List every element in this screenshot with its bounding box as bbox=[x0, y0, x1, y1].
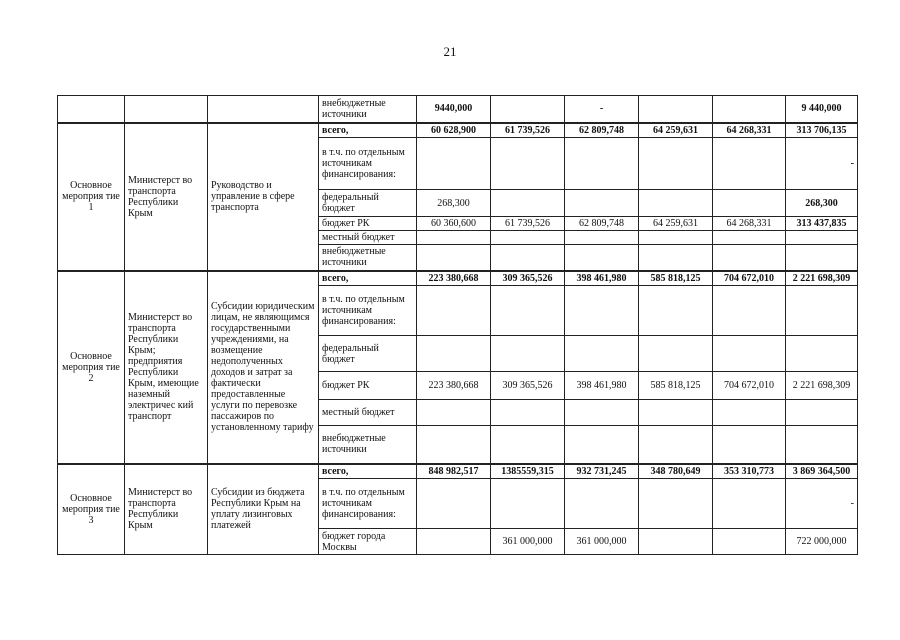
total-cell: 722 000,000 bbox=[786, 529, 858, 555]
value-cell: 62 809,748 bbox=[565, 217, 639, 231]
executor-cell: Министерст во транспорта Республики Крым bbox=[125, 464, 208, 555]
value-cell bbox=[491, 96, 565, 123]
value-cell: 361 000,000 bbox=[491, 529, 565, 555]
source-cell: местный бюджет bbox=[319, 231, 417, 245]
value-cell: 398 461,980 bbox=[565, 372, 639, 400]
table-row bbox=[58, 96, 858, 123]
executor-cell: Министерст во транспорта Республики Крым; предприятия Республики Крым, имеющие наземный электричес кий транспорт bbox=[125, 271, 208, 464]
value-cell: 704 672,010 bbox=[713, 271, 786, 286]
total-cell: 313 706,135 bbox=[786, 123, 858, 138]
total-cell: - bbox=[786, 138, 858, 190]
value-cell: 348 780,649 bbox=[639, 464, 713, 479]
value-cell: 61 739,526 bbox=[491, 217, 565, 231]
name-cell bbox=[208, 96, 319, 123]
source-cell: внебюджетные источники bbox=[319, 426, 417, 464]
table-row bbox=[58, 464, 858, 479]
total-cell: 2 221 698,309 bbox=[786, 372, 858, 400]
total-cell: 268,300 bbox=[786, 190, 858, 217]
value-cell: 60 628,900 bbox=[417, 123, 491, 138]
value-cell: 398 461,980 bbox=[565, 271, 639, 286]
source-cell: бюджет РК bbox=[319, 372, 417, 400]
value-cell: 64 259,631 bbox=[639, 123, 713, 138]
total-cell: 3 869 364,500 bbox=[786, 464, 858, 479]
source-cell: внебюджетные источники bbox=[319, 245, 417, 271]
source-cell: бюджет РК bbox=[319, 217, 417, 231]
value-cell: 309 365,526 bbox=[491, 271, 565, 286]
value-cell: 223 380,668 bbox=[417, 271, 491, 286]
value-cell: 1385559,315 bbox=[491, 464, 565, 479]
value-cell: 361 000,000 bbox=[565, 529, 639, 555]
page-number: 21 bbox=[443, 44, 457, 59]
value-cell: 309 365,526 bbox=[491, 372, 565, 400]
value-cell bbox=[639, 96, 713, 123]
executor-cell bbox=[125, 96, 208, 123]
name-cell: Руководство и управление в сфере транспорта bbox=[208, 123, 319, 271]
value-cell bbox=[713, 96, 786, 123]
total-cell: - bbox=[786, 479, 858, 529]
value-cell: 64 268,331 bbox=[713, 123, 786, 138]
table-row bbox=[58, 123, 858, 138]
event-cell: Основное мероприя тие 3 bbox=[58, 464, 125, 555]
name-cell: Субсидии из бюджета Республики Крым на уплату лизинговых платежей bbox=[208, 464, 319, 555]
value-cell: 353 310,773 bbox=[713, 464, 786, 479]
source-cell: всего, bbox=[319, 271, 417, 286]
source-cell: в т.ч. по отдельным источникам финансирования: bbox=[319, 479, 417, 529]
value-cell: 64 259,631 bbox=[639, 217, 713, 231]
name-cell: Субсидии юридическим лицам, не являющимся государственными учреждениями, на возмещение недополученных доходов и затрат за фактически предоставленные услуги по перевозке пассажиров по установленному тарифу bbox=[208, 271, 319, 464]
source-cell: всего, bbox=[319, 123, 417, 138]
value-cell: 585 818,125 bbox=[639, 271, 713, 286]
total-cell: 9 440,000 bbox=[786, 96, 858, 123]
value-cell: 704 672,010 bbox=[713, 372, 786, 400]
event-cell: Основное мероприя тие 1 bbox=[58, 123, 125, 271]
value-cell: 585 818,125 bbox=[639, 372, 713, 400]
value-cell: 61 739,526 bbox=[491, 123, 565, 138]
table-row bbox=[58, 271, 858, 286]
total-cell: 313 437,835 bbox=[786, 217, 858, 231]
value-cell: 932 731,245 bbox=[565, 464, 639, 479]
value-cell: 223 380,668 bbox=[417, 372, 491, 400]
total-cell: 2 221 698,309 bbox=[786, 271, 858, 286]
source-cell: в т.ч. по отдельным источникам финансирования: bbox=[319, 286, 417, 336]
value-cell: - bbox=[565, 96, 639, 123]
event-cell: Основное мероприя тие 2 bbox=[58, 271, 125, 464]
value-cell: 848 982,517 bbox=[417, 464, 491, 479]
source-cell: всего, bbox=[319, 464, 417, 479]
source-cell: бюджет города Москвы bbox=[319, 529, 417, 555]
value-cell: 62 809,748 bbox=[565, 123, 639, 138]
value-cell: 9440,000 bbox=[417, 96, 491, 123]
source-cell: внебюджетные источники bbox=[319, 96, 417, 123]
event-cell bbox=[58, 96, 125, 123]
executor-cell: Министерст во транспорта Республики Крым bbox=[125, 123, 208, 271]
source-cell: в т.ч. по отдельным источникам финансирования: bbox=[319, 138, 417, 190]
value-cell: 64 268,331 bbox=[713, 217, 786, 231]
value-cell: 268,300 bbox=[417, 190, 491, 217]
source-cell: федеральный бюджет bbox=[319, 336, 417, 372]
value-cell: 60 360,600 bbox=[417, 217, 491, 231]
budget-table bbox=[57, 95, 858, 555]
source-cell: местный бюджет bbox=[319, 400, 417, 426]
source-cell: федеральный бюджет bbox=[319, 190, 417, 217]
